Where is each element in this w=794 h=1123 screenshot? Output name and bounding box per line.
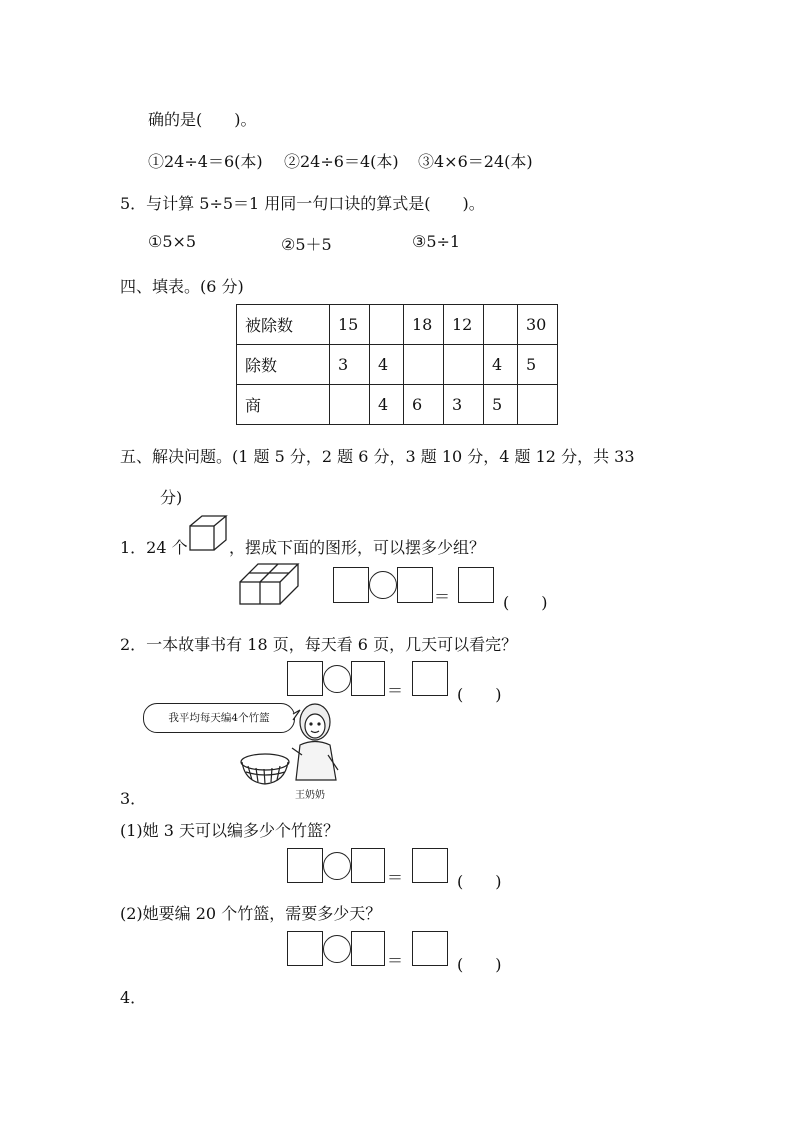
equals-sign: ＝	[387, 681, 404, 700]
equals-sign: ＝	[387, 868, 404, 887]
answer-box[interactable]	[397, 567, 433, 603]
q4-option-2: ②24÷6＝4(本)	[284, 152, 399, 171]
problem1-suffix: ，摆成下面的图形，可以摆多少组？	[229, 538, 486, 557]
answer-box[interactable]	[351, 931, 385, 966]
table-cell[interactable]	[518, 385, 558, 425]
answer-box[interactable]	[333, 567, 369, 603]
q5-question: 5．与计算 5÷5＝1 用同一句口诀的算式是( )。	[120, 194, 485, 213]
answer-box[interactable]	[287, 848, 323, 883]
problem3-sub1: (1)她 3 天可以编多少个竹篮？	[120, 821, 340, 840]
problem3-sub2: (2)她要编 20 个竹篮，需要多少天？	[120, 904, 382, 923]
answer-box[interactable]	[287, 931, 323, 966]
table-cell[interactable]: 12	[444, 305, 484, 345]
answer-box[interactable]	[458, 567, 494, 603]
q5-option-1: ①5×5	[148, 232, 197, 251]
table-cell[interactable]: 18	[404, 305, 444, 345]
table-cell[interactable]: 4	[484, 345, 518, 385]
table-cell[interactable]	[330, 385, 370, 425]
operator-circle[interactable]	[323, 665, 351, 693]
section5-title: 五、解决问题。(1 题 5 分，2 题 6 分，3 题 10 分，4 题 12 分，共 33	[120, 447, 635, 466]
unit-parentheses[interactable]: ( )	[457, 872, 502, 891]
grandma-basket-illustration	[240, 700, 345, 800]
fill-table	[236, 304, 558, 425]
unit-parentheses[interactable]: ( )	[457, 685, 502, 704]
answer-box[interactable]	[412, 848, 448, 883]
q4-continuation: 确的是( )。	[148, 110, 257, 129]
table-cell[interactable]: 3	[330, 345, 370, 385]
table-cell[interactable]: 4	[370, 345, 404, 385]
table-cell[interactable]	[404, 345, 444, 385]
operator-circle[interactable]	[369, 571, 397, 599]
table-cell[interactable]: 4	[370, 385, 404, 425]
q4-option-3: ③4×6＝24(本)	[418, 152, 533, 171]
table-cell[interactable]	[444, 345, 484, 385]
section4-title: 四、填表。(6 分)	[120, 277, 244, 296]
speech-bubble: 我平均每天编4个竹篮	[143, 703, 295, 733]
unit-parentheses[interactable]: ( )	[457, 955, 502, 974]
operator-circle[interactable]	[323, 852, 351, 880]
q4-option-1: ①24÷4＝6(本)	[148, 152, 263, 171]
q5-option-3: ③5÷1	[412, 232, 461, 251]
section5-title-cont: 分)	[160, 488, 183, 507]
equals-sign: ＝	[387, 951, 404, 970]
equals-sign: ＝	[434, 587, 451, 606]
answer-box[interactable]	[351, 848, 385, 883]
table-cell[interactable]: 5	[518, 345, 558, 385]
problem4-label: 4．	[120, 988, 147, 1007]
unit-parentheses[interactable]: ( )	[503, 593, 548, 612]
table-cell[interactable]: 6	[404, 385, 444, 425]
table-header-divisor: 除数	[237, 345, 330, 385]
table-row-quotient	[237, 385, 558, 425]
answer-box[interactable]	[412, 661, 448, 696]
problem1-prefix: 1．24 个	[120, 538, 188, 557]
answer-box[interactable]	[412, 931, 448, 966]
illustration-caption: 王奶奶	[295, 790, 325, 801]
answer-box[interactable]	[287, 661, 323, 696]
table-row-divisor	[237, 345, 558, 385]
table-header-dividend: 被除数	[237, 305, 330, 345]
q5-option-2: ②5＋5	[281, 235, 332, 254]
table-cell[interactable]: 30	[518, 305, 558, 345]
cube-icon	[188, 514, 228, 552]
table-cell[interactable]	[370, 305, 404, 345]
operator-circle[interactable]	[323, 935, 351, 963]
stacked-cubes-figure	[238, 562, 300, 606]
table-cell[interactable]: 5	[484, 385, 518, 425]
table-cell[interactable]	[484, 305, 518, 345]
problem2-question: 2．一本故事书有 18 页，每天看 6 页，几天可以看完？	[120, 635, 518, 654]
table-header-quotient: 商	[237, 385, 330, 425]
answer-box[interactable]	[351, 661, 385, 696]
problem3-label: 3．	[120, 789, 147, 808]
table-row-dividend	[237, 305, 558, 345]
table-cell[interactable]: 15	[330, 305, 370, 345]
table-cell[interactable]: 3	[444, 385, 484, 425]
